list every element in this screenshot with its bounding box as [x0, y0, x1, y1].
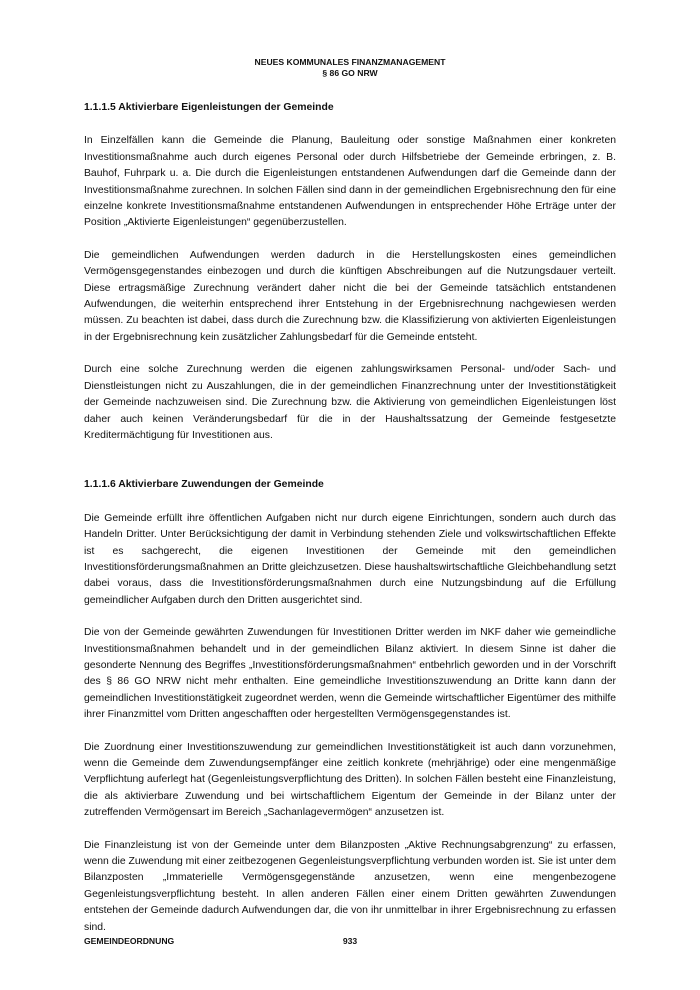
header-title: NEUES KOMMUNALES FINANZMANAGEMENT — [254, 57, 446, 67]
page-number: 933 — [342, 936, 358, 946]
paragraph: In Einzelfällen kann die Gemeinde die Planung, Bauleitung oder sonstige Maßnahmen einer konkreten Investitionsmaßnahme auch durch eigenes Personal oder durch Hilfsbetriebe der Gemeinde erbringen, z. B. Bauhof, Fuhrpark u. a. Die durch die Eigenleistungen entstandenen Aufwendungen darf die Gemeinde dann der Investitionsmaßnahme zurechnen. In solchen Fällen sind dann in der gemeindlichen Ergebnisrechnung den für eine einzelne konkrete Investitionsmaßnahme entstandenen Aufwendungen in entsprechender Höhe Erträge unter der Position „Aktivierte Eigenleistungen“ gegenüberzustellen. — [84, 135, 616, 229]
paragraph: Die Zuordnung einer Investitionszuwendung zur gemeindlichen Investitionstätigkeit ist auch dann vorzunehmen, wenn die Gemeinde dem Zuwendungsempfänger eine zeitlich konkrete (mehrjährige) oder eine mengenmäßige Verpflichtung auferlegt hat (Gegenleistungsverpflichtung des Dritten). In solchen Fällen besteht eine Finanzleistung, die als aktivierbare Zuwendung und bei wirtschaftlichem Eigentum der Gemeinde in der Bilanz unter der zutreffenden Vermögensart im Bereich „Sachanlagevermögen“ anzusetzen ist. — [84, 741, 616, 819]
paragraph: Durch eine solche Zurechnung werden die eigenen zahlungswirksamen Personal- und/oder Sach- und Dienstleistungen nicht zu Auszahlungen, die in der gemeindlichen Finanzrechnung unter der Investitionstätigkeit der Gemeinde nachzuweisen sind. Die Zurechnung bzw. die Aktivierung von gemeindlichen Eigenleistungen löst daher auch keinen Veränderungsbedarf für die in der Haushaltssatzung der Gemeinde festgesetzte Kreditermächtigung für Investitionen aus. — [84, 364, 616, 441]
paragraph: Die Finanzleistung ist von der Gemeinde unter dem Bilanzposten „Aktive Rechnungsabgrenzung“ zu erfassen, wenn die Zuwendung mit einer zeitbezogenen Gegenleistungsverpflichtung verbunden worden ist. Sie ist unter dem Bilanzposten „Immaterielle Vermögensgegenstände anzusetzen, wenn eine mengenbezogene Gegenleistungsverpflichtung besteht. In allen anderen Fällen einer einem Dritten gewährten Zuwendungen entstehen der Gemeinde dadurch Aufwendungen dar, die von ihr unmittelbar in ihrer Ergebnisrechnung zu erfassen sind. — [84, 839, 616, 933]
paragraph: Die Gemeinde erfüllt ihre öffentlichen Aufgaben nicht nur durch eigene Einrichtungen, sondern auch durch das Handeln Dritter. Unter Berücksichtigung der damit in Verbindung stehenden Ziele und volkswirtschaftlichen Effekte ist es sachgerecht, die eigenen Investitionen der Gemeinde mit den gemeindlichen Investitionsförderungsmaßnahmen an Dritte gleichzusetzen. Diese haushaltswirtschaftliche Gleichbehandlung setzt dabei voraus, dass die Investitionsförderungsmaßnahmen durch eine Nutzungsbindung auf die Erfüllung gemeindlicher Aufgaben durch den Dritten ausgerichtet sind. — [84, 512, 616, 606]
header-subtitle: § 86 GO NRW — [322, 68, 378, 78]
document-body — [84, 100, 616, 952]
paragraph: Die von der Gemeinde gewährten Zuwendungen für Investitionen Dritter werden im NKF daher wie gemeindliche Investitionsmaßnahmen behandelt und in der gemeindlichen Bilanz aktiviert. In diesem Sinne ist daher die gesonderte Nennung des Begriffes „Investitionsförderungsmaßnahmen“ entbehrlich geworden und in der Vorschrift des § 86 GO NRW nicht mehr enthalten. Eine gemeindliche Investitionszuwendung an Dritte kann dann der gemeindlichen Investitionstätigkeit zugeordnet werden, wenn die Gemeinde wirtschaftlicher Eigentümer des mithilfe ihrer Finanzmittel vom Dritten angeschafften oder hergestellten Vermögensgegenstandes ist. — [84, 627, 616, 721]
footer-label: GEMEINDEORDNUNG — [84, 936, 175, 946]
paragraph: Die gemeindlichen Aufwendungen werden dadurch in die Herstellungskosten eines gemeindlichen Vermögensgegenstandes einbezogen und durch die künftigen Abschreibungen auf die Nutzungsdauer verteilt. Diese ertragsmäßige Zurechnung verändert daher nicht die bei der Gemeinde tatsächlich entstandenen Aufwendungen, die weiterhin entsprechend ihrer Entstehung in der Ergebnisrechnung nachgewiesen werden müssen. Zu beachten ist dabei, dass durch die Zurechnung bzw. die Klassifizierung von aktivierten Eigenleistungen in der Ergebnisrechnung kein zusätzlicher Zahlungsbedarf für die Gemeinde entsteht. — [84, 249, 616, 343]
section-heading: 1.1.1.5 Aktivierbare Eigenleistungen der Gemeinde — [84, 102, 334, 113]
section-heading: 1.1.1.6 Aktivierbare Zuwendungen der Gemeinde — [84, 479, 324, 491]
page-header — [0, 57, 700, 79]
